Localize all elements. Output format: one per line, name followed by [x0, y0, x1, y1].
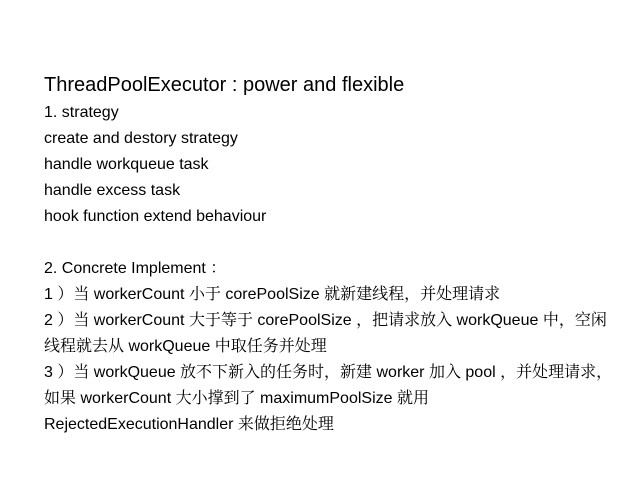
section-1-item: hook function extend behaviour	[44, 208, 267, 225]
section-2-item: 3 ）当 workQueue 放不下新入的任务时，新建 worker 加入 pool ，并处理请求，如果 workerCount 大小撑到了 maximumPoolSize 就用 RejectedExecutionHandler 来做拒绝处理	[44, 364, 613, 433]
section-1-item: handle excess task	[44, 182, 181, 199]
section-2-item: 2 ）当 workerCount 大于等于 corePoolSize ，把请求放入 workQueue 中，空闲线程就去从 workQueue 中取任务并处理	[44, 312, 607, 355]
section-2-heading: 2. Concrete Implement ：	[44, 260, 227, 277]
slide-content	[44, 72, 614, 438]
slide-title: ThreadPoolExecutor : power and flexible	[44, 74, 405, 96]
section-spacer	[44, 230, 614, 256]
section-2-item: 1 ）当 workerCount 小于 corePoolSize 就新建线程，并处理请求	[44, 286, 501, 303]
section-1-item: handle workqueue task	[44, 156, 209, 173]
section-1-heading: 1. strategy	[44, 104, 119, 121]
section-1-item: create and destory strategy	[44, 130, 238, 147]
